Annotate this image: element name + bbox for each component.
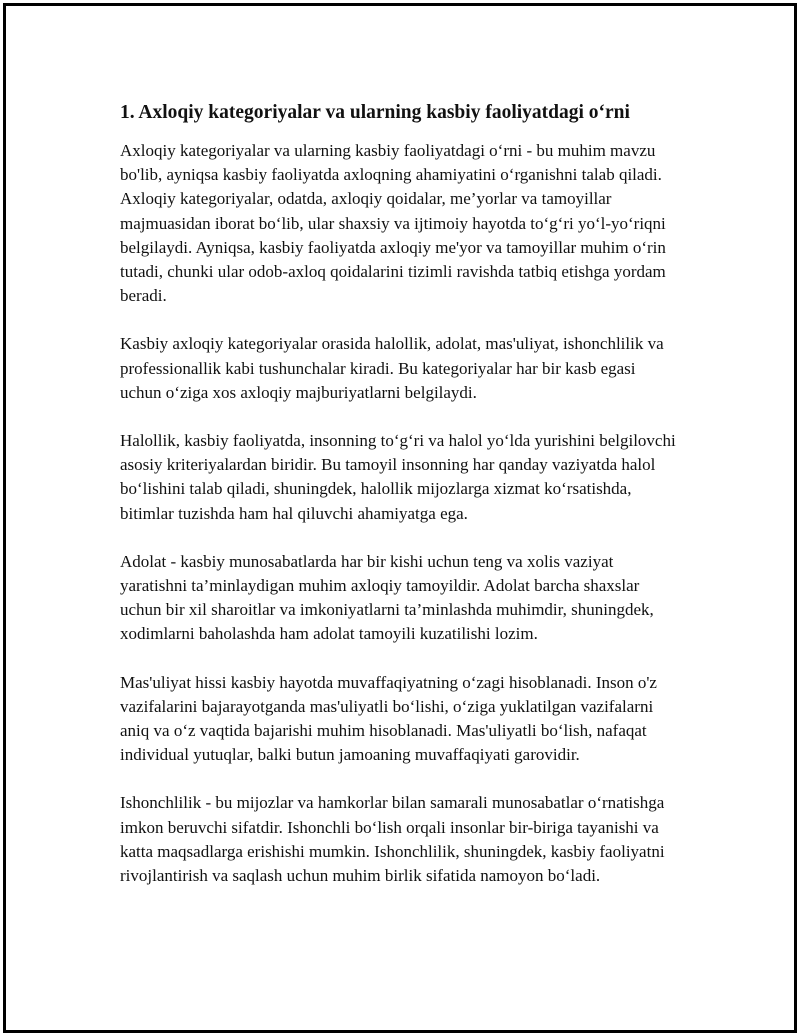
- paragraph-responsibility: Mas'uliyat hissi kasbiy hayotda muvaffaqiyatning o‘zagi hisoblanadi. Inson o'z vazifalarini bajarayotganda mas'uliyatli bo‘lishi, o‘ziga yuklatilgan vazifalarni aniq va o‘z vaqtida bajarishi muhim hisoblanadi. Mas'uliyatli bo‘lish, nafaqat individual yutuqlar, balki butun jamoaning muvaffaqiyati garovidir.: [120, 672, 657, 765]
- paragraph-intro: Axloqiy kategoriyalar va ularning kasbiy faoliyatdagi o‘rni - bu muhim mavzu bo'lib, ayniqsa kasbiy faoliyatda axloqning ahamiyatini o‘rganishni talab qiladi. Axloqiy kategoriyalar, odatda, axloqiy qoidalar, me’yorlar va tamoyillar majmuasidan iborat bo‘lib, ular shaxsiy va ijtimoiy hayotda to‘g‘ri yo‘l-yo‘riqni belgilaydi. Ayniqsa, kasbiy faoliyatda axloqiy me'yor va tamoyillar muhim o‘rin tutadi, chunki ular odob-axloq qoidalarini tizimli ravishda tatbiq etishga yordam beradi.: [120, 141, 666, 306]
- paragraph-reliability: Ishonchlilik - bu mijozlar va hamkorlar bilan samarali munosabatlar o‘rnatishga imkon beruvchi sifatdir. Ishonchli bo‘lish orqali insonlar bir-biriga tayanishi va katta maqsadlarga erishishi mumkin. Ishonchlilik, shuningdek, kasbiy faoliyatni rivojlantirish va saqlash uchun muhim birlik sifatida namoyon bo‘ladi.: [120, 793, 665, 886]
- section-heading: 1. Axloqiy kategoriyalar va ularning kasbiy faoliyatdagi o‘rni: [120, 102, 630, 123]
- page-frame: [3, 3, 797, 1033]
- paragraph-justice: Adolat - kasbiy munosabatlarda har bir kishi uchun teng va xolis vaziyat yaratishni ta’minlaydigan muhim axloqiy tamoyildir. Adolat barcha shaxslar uchun bir xil sharoitlar va imkoniyatlarni ta’minlashda muhimdir, shuningdek, xodimlarni baholashda ham adolat tamoyili kuzatilishi lozim.: [120, 551, 654, 644]
- document-body: [120, 99, 680, 912]
- paragraph-categories: Kasbiy axloqiy kategoriyalar orasida halollik, adolat, mas'uliyat, ishonchlilik va professionallik kabi tushunchalar kiradi. Bu kategoriyalar har bir kasb egasi uchun o‘ziga xos axloqiy majburiyatlarni belgilaydi.: [120, 334, 664, 402]
- paragraph-honesty: Halollik, kasbiy faoliyatda, insonning to‘g‘ri va halol yo‘lda yurishini belgilovchi asosiy kriteriyalardan biridir. Bu tamoyil insonning har qanday vaziyatda halol bo‘lishini talab qiladi, shuningdek, halollik mijozlarga xizmat ko‘rsatishda, bitimlar tuzishda ham hal qiluvchi ahamiyatga ega.: [120, 431, 676, 523]
